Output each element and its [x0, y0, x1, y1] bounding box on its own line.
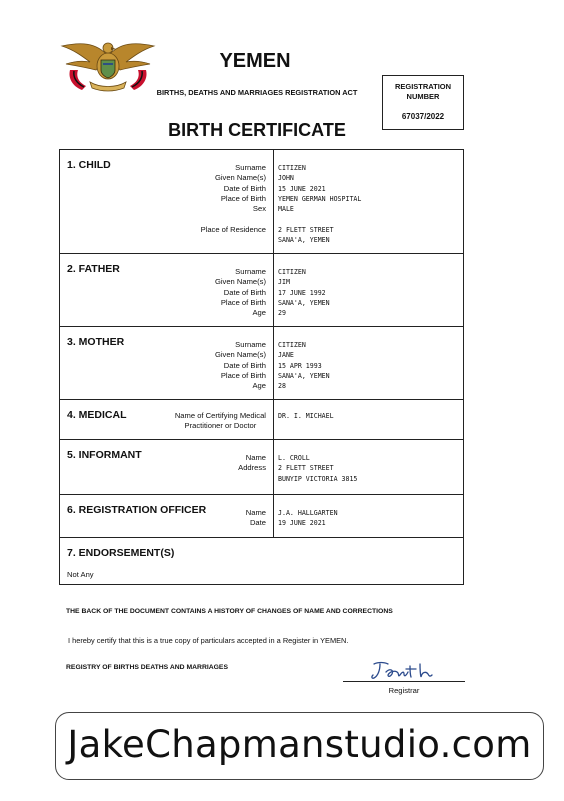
field-labels: Name Date	[245, 508, 266, 528]
registration-number: 67037/2022	[401, 112, 445, 121]
registration-label: REGISTRATION NUMBER	[394, 82, 452, 101]
column-divider	[273, 150, 274, 253]
registrar-label: Registrar	[388, 686, 420, 695]
section-title: 3. MOTHER	[67, 336, 125, 348]
field-values: DR. I. MICHAEL	[278, 412, 334, 420]
registration-box	[382, 75, 464, 130]
column-divider	[273, 440, 274, 494]
back-of-document-note: THE BACK OF THE DOCUMENT CONTAINS A HISTORY OF CHANGES OF NAME AND CORRECTIONS	[66, 608, 393, 615]
section-father	[60, 254, 463, 327]
column-divider	[273, 327, 274, 399]
certificate-table	[59, 149, 464, 585]
field-labels: Name Address	[238, 453, 266, 473]
section-title: 6. REGISTRATION OFFICER	[67, 504, 207, 516]
field-values: L. CROLL 2 FLETT STREET BUNYIP VICTORIA 3815	[278, 454, 358, 483]
field-labels: Surname Given Name(s) Date of Birth Place of Birth Age	[214, 267, 266, 318]
signature-line	[343, 681, 465, 682]
watermark-text: JakeChapmanstudio.com	[67, 723, 532, 766]
country-title: YEMEN	[219, 50, 291, 72]
section-child	[60, 150, 463, 254]
section-registration-officer	[60, 495, 463, 538]
section-title: 4. MEDICAL	[67, 409, 127, 421]
certification-statement: I hereby certify that this is a true copy of particulars accepted in a Register in YEMEN.	[68, 636, 349, 645]
field-values: CITIZEN JOHN 15 JUNE 2021 YEMEN GERMAN HOSPITAL MALE 2 FLETT STREET SANA'A, YEMEN	[278, 164, 362, 245]
section-title: 7. ENDORSEMENT(S)	[67, 547, 175, 559]
act-title: BIRTHS, DEATHS AND MARRIAGES REGISTRATION ACT	[156, 88, 358, 97]
field-values: CITIZEN JANE 15 APR 1993 SANA'A, YEMEN 28	[278, 341, 330, 391]
column-divider	[273, 254, 274, 326]
field-labels: Surname Given Name(s) Date of Birth Place of Birth Sex Place of Residence	[200, 163, 266, 234]
section-title: 1. CHILD	[67, 159, 111, 171]
column-divider	[273, 495, 274, 537]
watermark-banner	[55, 712, 544, 780]
section-medical	[60, 400, 463, 440]
field-values: CITIZEN JIM 17 JUNE 1992 SANA'A, YEMEN 29	[278, 268, 330, 318]
section-title: 5. INFORMANT	[67, 449, 142, 461]
section-mother	[60, 327, 463, 400]
field-labels: Name of Certifying Medical Practitioner or Doctor	[174, 411, 266, 431]
field-values: J.A. HALLGARTEN 19 JUNE 2021	[278, 509, 338, 528]
document-title: BIRTH CERTIFICATE	[168, 120, 346, 140]
field-labels: Surname Given Name(s) Date of Birth Place of Birth Age	[214, 340, 266, 391]
registry-title: REGISTRY OF BIRTHS DEATHS AND MARRIAGES	[66, 664, 228, 671]
column-divider	[273, 400, 274, 439]
section-informant	[60, 440, 463, 495]
endorsement-note: Not Any	[67, 570, 94, 579]
yemen-eagle-emblem-icon	[60, 36, 156, 94]
section-endorsement	[60, 538, 463, 586]
registrar-signature	[368, 660, 438, 682]
section-title: 2. FATHER	[67, 263, 120, 275]
